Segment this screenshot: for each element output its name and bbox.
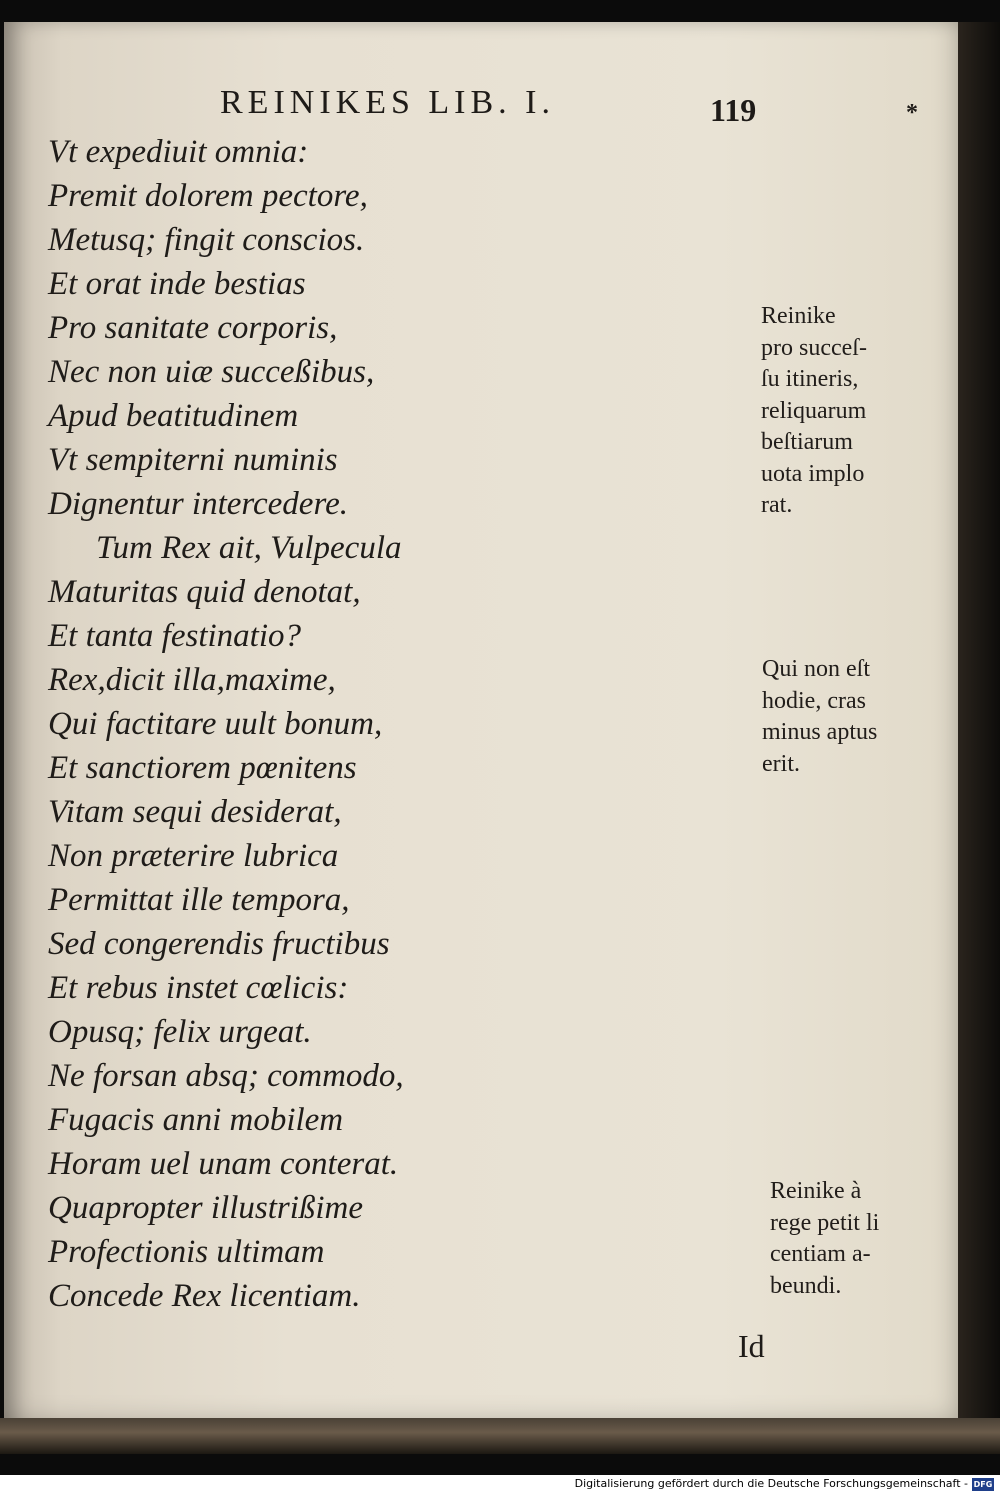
page-edge-right <box>958 22 1000 1452</box>
verse-line: Tum Rex ait, Vulpecula <box>96 530 402 566</box>
verse-line: Et orat inde bestias <box>48 266 306 302</box>
verse-line: Sed congerendis fructibus <box>48 926 390 962</box>
verse-line: Concede Rex licentiam. <box>48 1278 361 1314</box>
verse-line: Rex,dicit illa,maxime, <box>48 662 336 698</box>
dfg-logo: DFG <box>973 1480 993 1489</box>
verse-line: Apud beatitudinem <box>48 398 299 434</box>
verse-line: Quapropter illustrißime <box>48 1190 364 1226</box>
signature-mark: * <box>906 100 918 126</box>
funding-credit: Digitalisierung gefördert durch die Deutsche Forschungsgemeinschaft - <box>574 1477 968 1490</box>
running-head: REINIKES LIB. I. <box>220 84 555 121</box>
page-edge-bottom <box>0 1418 1000 1454</box>
verse-line: Pro sanitate corporis, <box>48 310 338 346</box>
verse-line: Qui factitare uult bonum, <box>48 706 383 742</box>
verse-line: Vt sempiterni numinis <box>48 442 338 478</box>
book-page <box>4 22 958 1440</box>
verse-line: Premit dolorem pectore, <box>48 178 368 214</box>
verse-line: Vitam sequi desiderat, <box>48 794 342 830</box>
verse-line: Et sanctiorem pœnitens <box>48 750 357 786</box>
verse-line: Non præterire lubrica <box>48 838 339 874</box>
catchword: Id <box>738 1328 765 1364</box>
verse-line: Dignentur intercedere. <box>48 486 348 522</box>
verse-line: Et rebus instet cœlicis: <box>48 970 349 1006</box>
verse-line: Permittat ille tempora, <box>48 882 350 918</box>
verse-line: Fugacis anni mobilem <box>48 1102 344 1138</box>
verse-line: Ne forsan absq; commodo, <box>48 1058 404 1094</box>
verse-line: Nec non uiæ succeßibus, <box>48 354 375 390</box>
margin-note-leave: Reinike à rege petit li centiam a- beundi. <box>770 1178 880 1299</box>
verse-line: Profectionis ultimam <box>48 1234 325 1270</box>
margin-note-today: Qui non eſt hodie, cras minus aptus erit. <box>762 656 878 777</box>
verse-line: Maturitas quid denotat, <box>48 574 361 610</box>
verse-line: Vt expediuit omnia: <box>48 134 309 170</box>
verse-line: Et tanta festinatio? <box>48 618 301 654</box>
margin-note-success: Reinike pro succeſ- ſu itineris, reliquarum beſtiarum uota implo rat. <box>761 303 867 518</box>
page-number: 119 <box>710 92 757 128</box>
verse-line: Opusq; felix urgeat. <box>48 1014 312 1050</box>
verse-line: Horam uel unam conterat. <box>48 1146 399 1182</box>
verse-line: Metusq; fingit conscios. <box>48 222 365 258</box>
footer-bar <box>0 1475 1000 1495</box>
